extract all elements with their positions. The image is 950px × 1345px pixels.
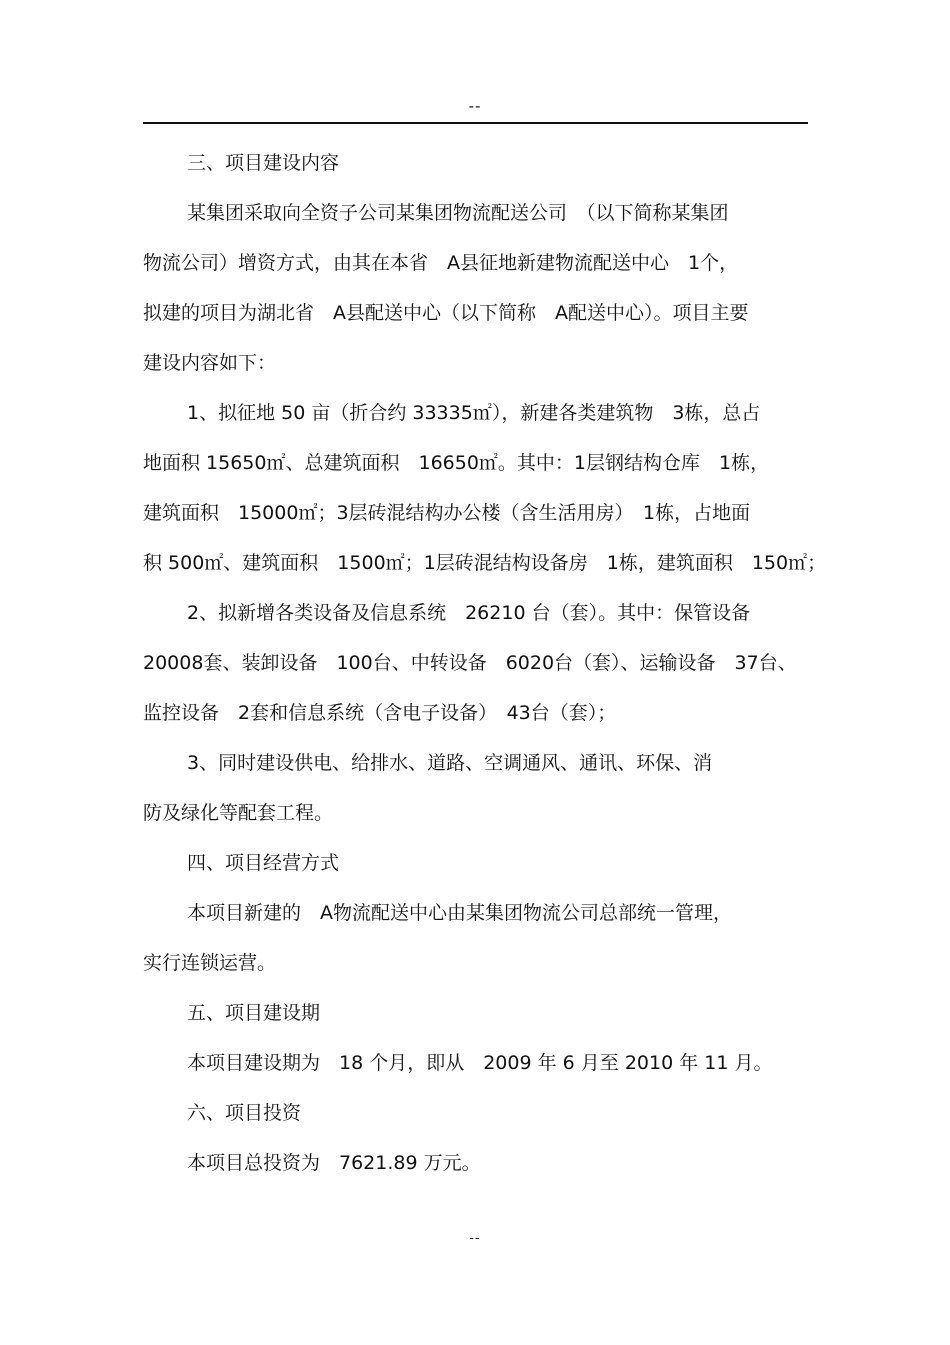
list-item-2: 2、拟新增各类设备及信息系统 26210 台（套）。其中：保管设备 <box>187 602 751 624</box>
paragraph-line: 实行连锁运营。 <box>143 952 277 974</box>
paragraph-line: 建筑面积 15000㎡；3层砖混结构办公楼（含生活用房） 1栋，占地面 <box>143 502 751 524</box>
section-heading-period: 五、项目建设期 <box>187 1002 321 1024</box>
section-heading-investment: 六、项目投资 <box>187 1102 302 1124</box>
page-footer-mark: -- <box>469 1231 481 1246</box>
paragraph-line: 拟建的项目为湖北省 A县配送中心（以下简称 A配送中心）。项目主要 <box>143 302 749 324</box>
paragraph-line: 建设内容如下： <box>143 352 277 374</box>
paragraph-line: 20008套、装卸设备 100台、中转设备 6020台（套）、运输设备 37台、 <box>143 652 797 674</box>
list-item-3: 3、同时建设供电、给排水、道路、空调通风、通讯、环保、消 <box>187 752 713 774</box>
paragraph-line: 积 500㎡、建筑面积 1500㎡；1层砖混结构设备房 1栋，建筑面积 150㎡； <box>143 552 827 574</box>
paragraph-line: 地面积 15650㎡、总建筑面积 16650㎡。其中：1层钢结构仓库 1栋， <box>143 452 770 474</box>
paragraph-line: 本项目建设期为 18 个月，即从 2009 年 6 月至 2010 年 11 月。 <box>187 1052 773 1074</box>
paragraph-line: 本项目总投资为 7621.89 万元。 <box>187 1152 481 1174</box>
paragraph-line: 监控设备 2套和信息系统（含电子设备） 43台（套）； <box>143 702 617 724</box>
paragraph-line: 本项目新建的 A物流配送中心由某集团物流公司总部统一管理， <box>187 902 732 924</box>
section-heading-construction: 三、项目建设内容 <box>187 152 340 174</box>
header-divider <box>143 122 808 124</box>
paragraph-line: 物流公司）增资方式，由其在本省 A县征地新建物流配送中心 1个， <box>143 252 739 274</box>
page-header-mark: -- <box>468 97 482 115</box>
paragraph-line: 某集团采取向全资子公司某集团物流配送公司 （以下简称某集团 <box>187 202 729 224</box>
document-body <box>143 138 827 1188</box>
section-heading-operation: 四、项目经营方式 <box>187 852 340 874</box>
paragraph-line: 防及绿化等配套工程。 <box>143 802 334 824</box>
list-item-1: 1、拟征地 50 亩（折合约 33335㎡），新建各类建筑物 3栋，总占 <box>187 402 761 424</box>
